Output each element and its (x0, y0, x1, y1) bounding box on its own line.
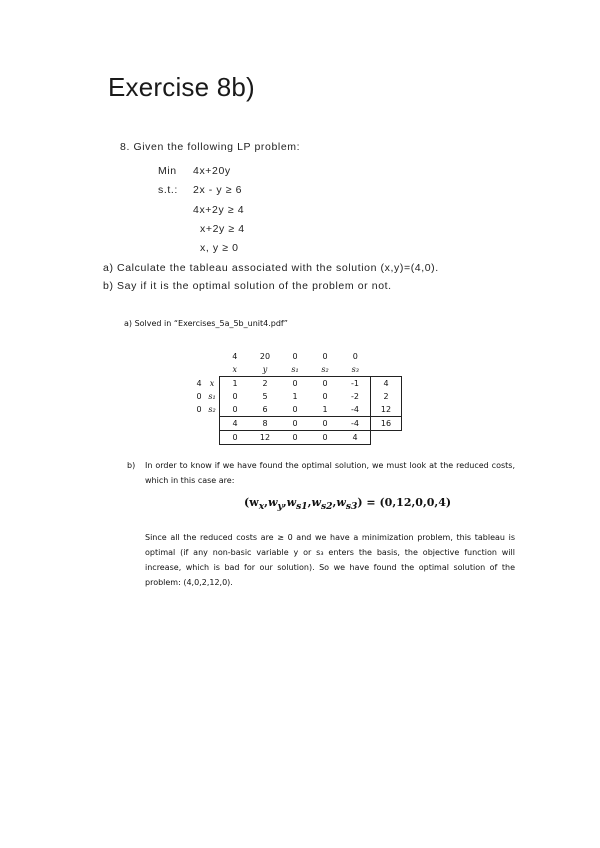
var-y: y (262, 365, 268, 374)
question-b: b) Say if it is the optimal solution of the problem or not. (103, 280, 392, 292)
rhs-value: 2 (371, 390, 402, 403)
solution-part-b-label: b) (127, 461, 136, 470)
rhs-value: 12 (371, 403, 402, 417)
basis-variable: x (209, 378, 215, 388)
question-a: a) Calculate the tableau associated with the solution (x,y)=(4,0). (103, 262, 439, 274)
table-row: 4 x 1 2 0 0 -1 4 (193, 377, 402, 391)
basis-variable: s₁ (208, 392, 216, 401)
var-s2: s₂ (321, 365, 329, 374)
table-row: 0 s₁ 0 5 1 0 -2 2 (193, 390, 402, 403)
reduced-costs-row: 0 12 0 0 4 (193, 431, 402, 445)
var-x: x (232, 365, 237, 374)
solution-part-a: a) Solved in “Exercises_5a_5b_unit4.pdf” (124, 319, 288, 328)
solution-part-b-text: In order to know if we have found the optimal solution, we must look at the reduced costs, which in this case are: (145, 461, 515, 485)
objective-value: 16 (371, 417, 402, 431)
simplex-tableau (193, 350, 402, 445)
basis-cost: 0 (196, 392, 202, 401)
min-label: Min (158, 165, 177, 177)
var-s3: s₃ (351, 365, 359, 374)
constraint-3: x+2y ≥ 4 (200, 223, 245, 235)
z-row: 4 8 0 0 -4 16 (193, 417, 402, 431)
cost-y: 20 (259, 352, 271, 361)
basis-cost: 4 (196, 378, 202, 388)
rhs-value: 4 (371, 377, 402, 391)
var-s1: s₁ (291, 365, 299, 374)
problem-intro: 8. Given the following LP problem: (120, 141, 301, 153)
objective-function: 4x+20y (193, 165, 231, 177)
st-label: s.t.: (158, 184, 178, 196)
nonnegativity-constraint: x, y ≥ 0 (200, 242, 239, 254)
exercise-title: Exercise 8b) (108, 72, 255, 102)
constraint-1: 2x - y ≥ 6 (193, 184, 243, 196)
cost-s3: 0 (352, 352, 358, 361)
basis-cost: 0 (196, 405, 202, 415)
constraint-2: 4x+2y ≥ 4 (193, 204, 245, 216)
cost-s2: 0 (322, 352, 328, 361)
cost-x: 4 (232, 352, 238, 361)
reduced-costs-formula: $(w_x,w_y,w_{s1},w_{s2},w_{s3}) = (0,12,0,0,4)$ (244, 496, 452, 513)
basis-variable: s₂ (208, 405, 216, 415)
solution-conclusion: Since all the reduced costs are ≥ 0 and we have a minimization problem, this tableau is optimal (if any non-basic variable y or s₃ enters the basis, the objective function will increase, which is bad for our solution). So we have found the optimal solution of the problem: (4,0,2,12,0). (145, 533, 515, 587)
cost-s1: 0 (292, 352, 298, 361)
table-row: 0 s₂ 0 6 0 1 -4 12 (193, 403, 402, 417)
